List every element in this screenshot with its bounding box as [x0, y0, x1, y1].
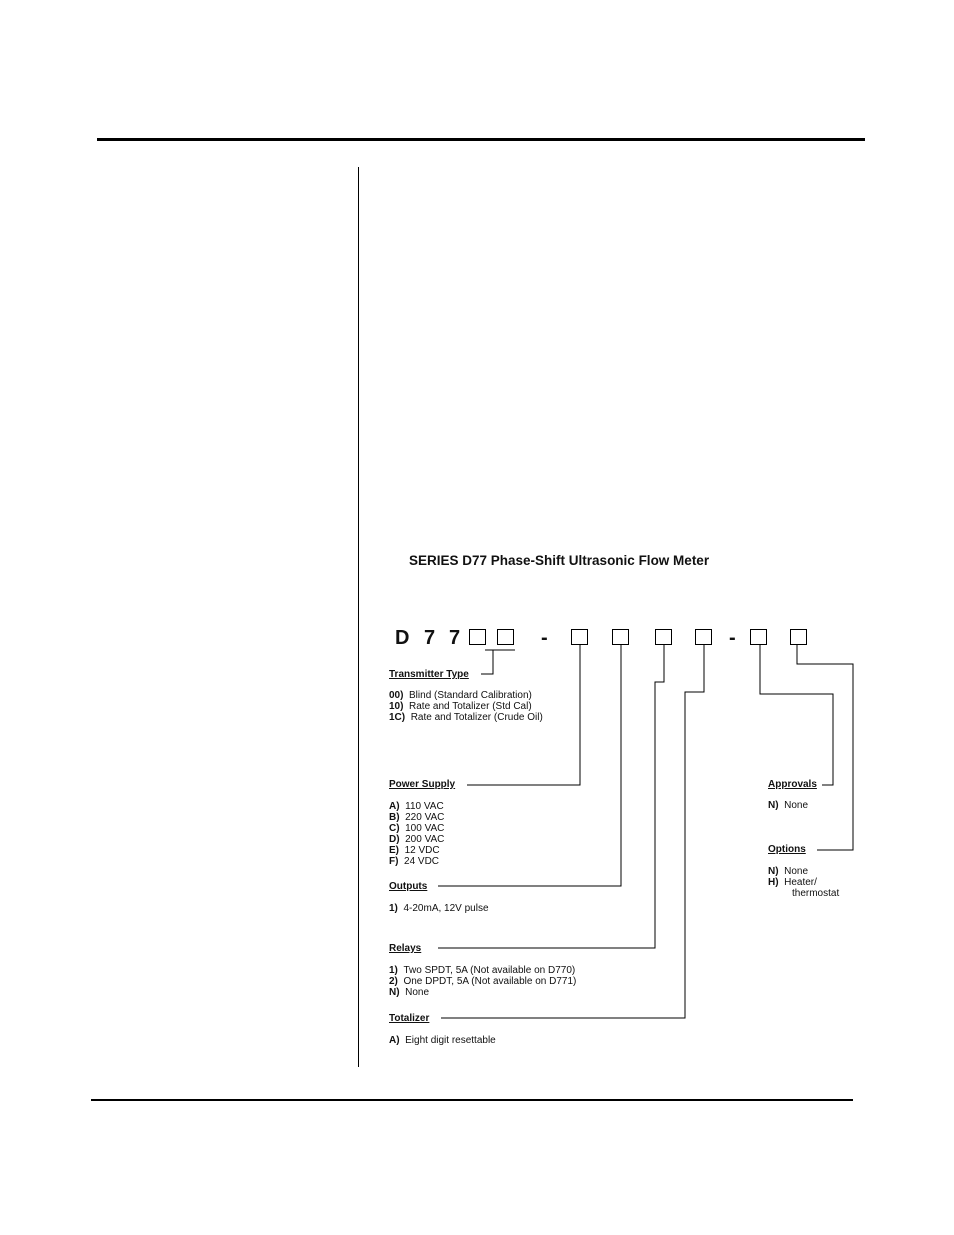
transmitter-type-option: 10) Rate and Totalizer (Std Cal) — [389, 701, 532, 712]
power-supply-option: B) 220 VAC — [389, 812, 445, 823]
relays-label: Relays — [389, 943, 422, 954]
code-char-7a: 7 — [424, 627, 436, 649]
relays-option: 2) One DPDT, 5A (Not available on D771) — [389, 976, 577, 987]
relays-option: N) None — [389, 987, 430, 998]
transmitter-type-option: 1C) Rate and Totalizer (Crude Oil) — [389, 712, 543, 723]
diagram-title: SERIES D77 Phase-Shift Ultrasonic Flow Meter — [409, 553, 710, 568]
transmitter-type-label: Transmitter Type — [389, 669, 469, 680]
outputs-option: 1) 4-20mA, 12V pulse — [389, 903, 489, 914]
options-option: N) None — [768, 866, 809, 877]
totalizer-label: Totalizer — [389, 1013, 430, 1024]
power-supply-option: C) 100 VAC — [389, 823, 445, 834]
options-label: Options — [768, 844, 806, 855]
code-char-7b: 7 — [449, 627, 461, 649]
code-char-d: D — [395, 627, 410, 649]
approvals-option: N) None — [768, 800, 809, 811]
totalizer-option: A) Eight digit resettable — [389, 1035, 496, 1046]
power-supply-option: F) 24 VDC — [389, 856, 440, 867]
code-separator-1: - — [541, 627, 548, 649]
power-supply-label: Power Supply — [389, 779, 456, 790]
transmitter-type-option: 00) Blind (Standard Calibration) — [389, 690, 532, 701]
power-supply-option: D) 200 VAC — [389, 834, 445, 845]
options-option-continued: thermostat — [792, 888, 840, 899]
relays-option: 1) Two SPDT, 5A (Not available on D770) — [389, 965, 576, 976]
power-supply-option: E) 12 VDC — [389, 845, 440, 856]
options-option: H) Heater/ — [768, 877, 817, 888]
approvals-label: Approvals — [768, 779, 817, 790]
power-supply-option: A) 110 VAC — [389, 801, 444, 812]
outputs-label: Outputs — [389, 881, 428, 892]
code-separator-2: - — [729, 627, 736, 649]
